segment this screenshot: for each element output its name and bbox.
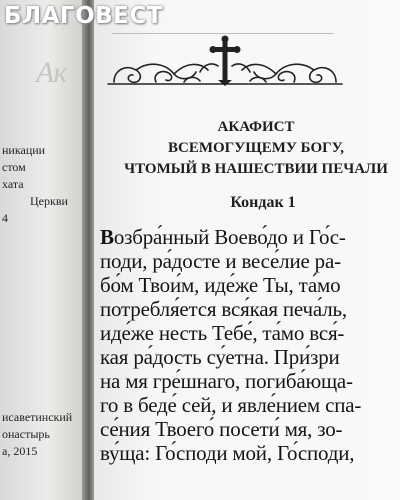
text-line-3: бо́м Твои́м, иде́же Ты, та́мо <box>100 273 341 297</box>
akathist-title-line-2: ВСЕМОГУЩЕМУ БОГУ, <box>168 140 344 156</box>
akathist-title-line-3: ЧТОМЫЙ В НАШЕСТВИИ ПЕЧАЛИ <box>124 161 388 177</box>
left-page-fragment: никации <box>2 143 46 157</box>
drop-initial: В <box>100 225 114 249</box>
left-page-fragment: Церкви <box>30 194 68 208</box>
ornament-headpiece <box>100 34 350 92</box>
text-line-6: кая ра́дость су́етна. При́зри <box>100 345 340 369</box>
left-page-fragment: стом <box>2 160 26 174</box>
text-line-2: поди, ра́досте и весе́лие ра- <box>100 249 341 273</box>
left-page-fragment: исаветинский <box>2 410 73 424</box>
text-line-8: го в беде́ сей, и явле́нием спа- <box>100 393 362 417</box>
faded-print: Ак <box>36 56 67 89</box>
akathist-title-line-1: АКАФИСТ <box>217 119 295 135</box>
text-line-4: потребля́ется вся́кая печа́ль, <box>100 297 347 321</box>
kondak-heading: Кондак 1 <box>230 194 296 211</box>
left-page-fragment: а, 2015 <box>2 444 38 458</box>
text-line-7: на мя гре́шнаго, погиба́юща- <box>100 369 353 393</box>
left-page-fragment: хата <box>2 177 24 191</box>
text-line-1 <box>100 225 346 249</box>
text-line-9: се́ния Твоего́ посети́ мя, зо- <box>100 417 343 441</box>
left-page-fragment: 4 <box>2 211 8 225</box>
text-line-10: ву́ща: Го́споди мой, Го́споди, <box>100 441 355 465</box>
text-line-5: иде́же несть Тебе́, та́мо вся́- <box>100 321 345 345</box>
text-line-1-rest: озбра́нный Воево́до и Го́с- <box>113 225 346 249</box>
watermark: БЛАГОВЕСТ <box>4 3 163 29</box>
left-page <box>0 0 86 500</box>
left-page-fragment: онастырь <box>2 427 50 441</box>
